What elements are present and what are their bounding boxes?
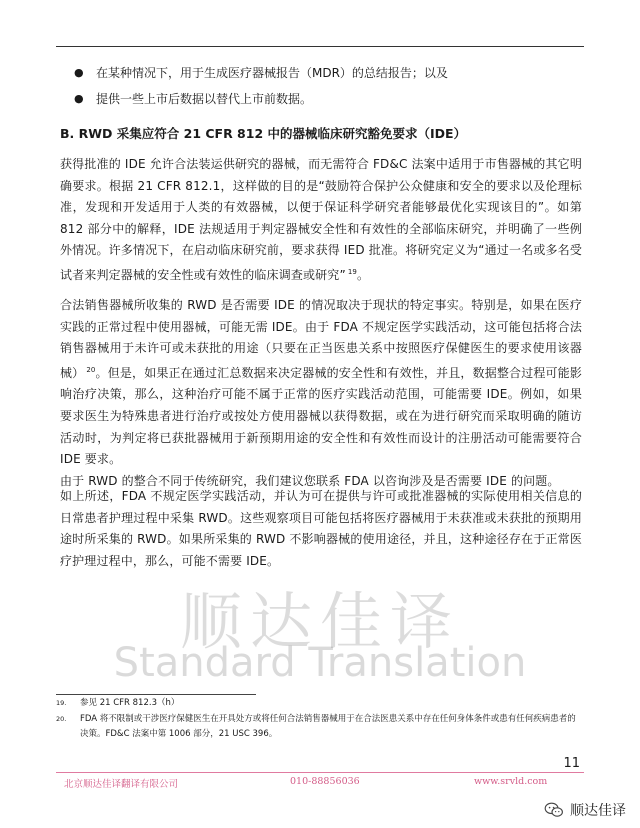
bullet-icon: ● <box>74 66 84 79</box>
paragraph-text-continued: 。但是，如果正在通过汇总数据来决定器械的安全性和有效性，并且，数据整合过程可能影响治疗决策，那么，这种治疗可能不属于正常的医疗实践活动范围，可能需要 IDE。例如，如果要求医生为特殊患者进行治疗或按处方使用器械以获得数据，或在为进行研究而采取明确的随访活动时，为判定将已获批器械用于新预期用途的安全性和有效性而设计的注册活动可能需要符合 IDE 要求。 <box>60 365 582 467</box>
footnote-number: 19. <box>56 699 67 707</box>
section-heading: B. RWD 采集应符合 21 CFR 812 中的器械临床研究豁免要求（IDE） <box>60 126 467 141</box>
footnote-text: 参见 21 CFR 812.3（h） <box>80 698 180 708</box>
bullet-icon: ● <box>74 92 84 105</box>
paragraph-end: 。 <box>357 267 370 282</box>
paragraph-text: 获得批准的 IDE 允许合法装运供研究的器械，而无需符合 FD&C 法案中适用于市售器械的其它明确要求。根据 21 CFR 812.1，这样做的目的是“鼓励符合保护公众健康和安全的要求以及伦理标准，发现和开发适用于人类的有效器械，以便于保证科学研究者能够最优化实现该目的”。如第 812 部分中的解释，IDE 法规适用于判定器械安全性和有效性的全部临床研究，并明确了一些例外情况。许多情况下，在启动临床研究前，要求获得 IED 批准。将研究定义为“通过一名或多名受试者来判定器械的安全性或有效性的临床调查或研究” <box>60 157 582 282</box>
watermark-english: Standard Translation <box>113 640 527 686</box>
footer-rule <box>56 772 584 773</box>
footnote-rule <box>56 694 256 695</box>
footer-website[interactable]: www.srvld.com <box>474 776 548 787</box>
paragraph-recommendation: 由于 RWD 的整合不同于传统研究，我们建议您联系 FDA 以咨询涉及是否需要 IDE 的问题。 <box>60 473 560 488</box>
header-rule <box>56 46 584 47</box>
paragraph-ide-definition <box>60 154 582 287</box>
footnote-number: 20. <box>56 715 67 723</box>
watermark-chinese: 顺达佳译 <box>179 585 460 658</box>
list-item <box>74 60 594 86</box>
page-number: 11 <box>563 756 580 771</box>
paragraph-rwd-ide-requirement <box>60 295 582 492</box>
footnote-20 <box>56 712 586 742</box>
wechat-badge-label: 顺达佳译 <box>570 803 626 819</box>
wechat-icon <box>544 802 564 818</box>
list-item-text: 在某种情况下，用于生成医疗器械报告（MDR）的总结报告；以及 <box>96 66 448 80</box>
footnote-text: FDA 将不限制或干涉医疗保健医生在开具处方或将任何合法销售器械用于在合法医患关系中存在任何身体条件或患有任何疾病患者的决策。FD&C 法案中第 1006 部分，21 USC 396。 <box>80 714 576 739</box>
list-item <box>74 86 594 112</box>
paragraph-text: 合法销售器械所收集的 RWD 是否需要 IDE 的情况取决于现状的特定事实。特别是，如果在医疗实践的正常过程中使用器械，可能无需 IDE。由于 FDA 不规定医学实践活动，这可能包括将合法销售器械用于未许可或未获批的用途（只要在正当医患关系中按照医疗保健医生的要求使用该器械） <box>60 298 582 380</box>
footer-company: 北京顺达佳译翻译有限公司 <box>64 779 179 790</box>
footer-phone: 010-88856036 <box>290 776 360 787</box>
footnote-19 <box>56 696 586 711</box>
wechat-badge[interactable] <box>544 800 626 820</box>
paragraph-practice-of-medicine: 如上所述，FDA 不规定医学实践活动，并认为可在提供与许可或批准器械的实际使用相关信息的日常患者护理过程中采集 RWD。这些观察项目可能包括将医疗器械用于未获准或未获批的预期用途时所采集的 RWD。如果所采集的 RWD 不影响器械的使用途径，并且，这种途径存在于正常医疗护理过程中，那么，可能不需要 IDE。 <box>60 489 582 568</box>
footnote-ref-19[interactable]: 19 <box>347 267 358 276</box>
bullet-list <box>74 60 594 112</box>
footnote-ref-20[interactable]: 20 <box>86 365 96 374</box>
list-item-text: 提供一些上市后数据以替代上市前数据。 <box>96 92 313 106</box>
